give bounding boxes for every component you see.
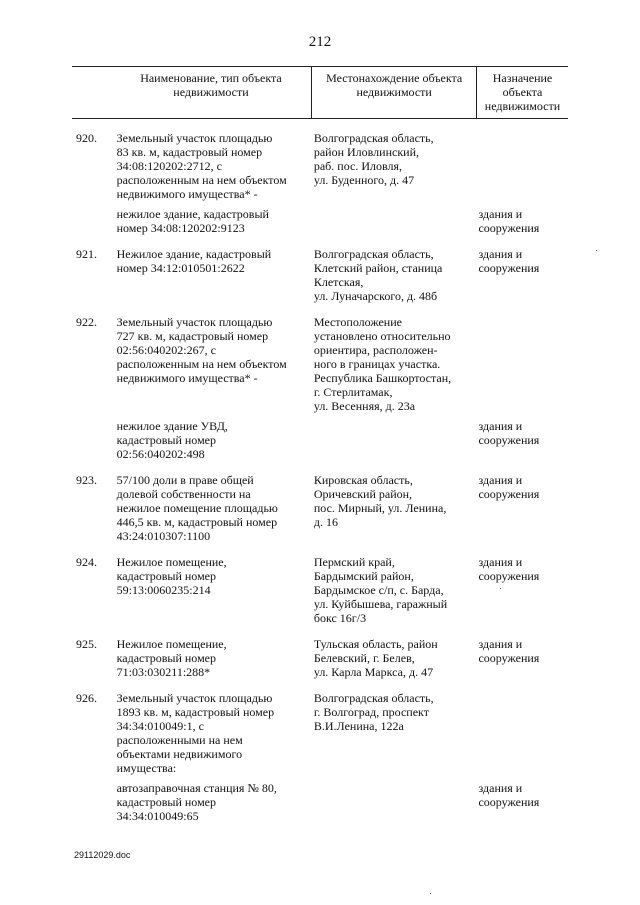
object-purpose-line: здания и (478, 207, 523, 221)
scan-speck (596, 250, 597, 251)
page-number: 212 (308, 34, 332, 50)
object-name-line: 59:13:0060235:214 (116, 583, 211, 597)
row-number: 920. (76, 131, 97, 145)
object-location-line: ул. Куйбышева, гаражный (313, 597, 448, 611)
header-line: недвижимости (173, 85, 249, 99)
scan-speck (500, 588, 501, 589)
object-location-line: установлено относительно (313, 329, 451, 343)
object-name-line: Нежилое помещение, (116, 637, 227, 651)
object-location-line: Волгоградская область, (313, 131, 434, 145)
object-name-cell (111, 201, 312, 235)
object-location-cell (312, 775, 477, 823)
row-number: 923. (76, 473, 97, 487)
object-name-line: расположенными на нем (116, 733, 243, 747)
table-row (72, 679, 568, 775)
object-name-line: Нежилое помещение, (116, 555, 227, 569)
object-location-line: Местоположение (313, 315, 402, 329)
object-name-line: 57/100 доли в праве общей (116, 473, 254, 487)
object-location-cell (312, 625, 477, 679)
object-location-line: Белевский, г. Белев, (313, 651, 415, 665)
object-name-line: нежилое здание, кадастровый (116, 207, 269, 221)
object-purpose-line: сооружения (478, 569, 540, 583)
row-number: 925. (76, 637, 97, 651)
object-purpose-line: здания и (478, 247, 523, 261)
object-name-line: Земельный участок площадью (116, 131, 273, 145)
header-name (111, 67, 312, 119)
file-name-footer: 29112029.doc (74, 850, 131, 860)
header-line: недвижимости (484, 99, 561, 113)
object-location-cell (312, 413, 477, 461)
object-name-cell (111, 303, 312, 413)
object-purpose-cell (476, 413, 568, 461)
object-name-line: 71:03:030211:288* (116, 665, 211, 679)
object-purpose-cell (476, 625, 568, 679)
row-number: 922. (76, 315, 97, 329)
object-location-line: г. Стерлитамак, (313, 385, 393, 399)
row-number (72, 201, 111, 235)
object-purpose-line: сооружения (478, 651, 540, 665)
object-name-line: 34:34:010049:65 (116, 809, 199, 823)
object-name-line: 34:08:120202:2712, с (116, 159, 222, 173)
object-name-line: 43:24:010307:1100 (116, 529, 211, 543)
object-name-line: 727 кв. м, кадастровый номер (116, 329, 269, 343)
object-location-line: Бардымское с/п, с. Барда, (313, 583, 444, 597)
object-purpose-cell (476, 303, 568, 413)
header-line: недвижимости (356, 85, 432, 99)
table-row (72, 625, 568, 679)
object-name-line: кадастровый номер (116, 433, 216, 447)
object-location-line: д. 16 (313, 515, 338, 529)
object-location-line: бокс 16г/3 (313, 611, 367, 625)
header-line: Назначение (492, 71, 553, 85)
object-location-line: Оричевский район, (313, 487, 413, 501)
object-name-line: 83 кв. м, кадастровый номер (116, 145, 263, 159)
scan-speck (430, 893, 431, 894)
table-sub-row (72, 775, 568, 823)
row-number (72, 775, 111, 823)
object-name-line: 02:56:040202:267, с (116, 343, 216, 357)
object-name-line: 1893 кв. м, кадастровый номер (116, 705, 275, 719)
object-purpose-cell (476, 679, 568, 775)
object-name-line: Нежилое здание, кадастровый (116, 247, 272, 261)
object-location-cell (312, 461, 477, 543)
object-location-cell (312, 303, 477, 413)
object-name-cell (111, 461, 312, 543)
object-location-line: ориентира, расположен- (313, 343, 438, 357)
row-number: 926. (76, 691, 97, 705)
object-purpose-cell (476, 775, 568, 823)
object-location-line: Волгоградская область, (313, 247, 434, 261)
object-location-line: раб. пос. Иловля, (313, 159, 402, 173)
object-name-line: кадастровый номер (116, 795, 216, 809)
header-line: объекта (502, 85, 543, 99)
object-location-line: Республика Башкортостан, (313, 371, 452, 385)
table-row (72, 543, 568, 625)
object-name-line: автозаправочная станция № 80, (116, 781, 277, 795)
table-header-row (72, 67, 568, 119)
object-purpose-line: здания и (478, 555, 523, 569)
object-location-line: В.И.Ленина, 122а (313, 719, 404, 733)
object-purpose-line: сооружения (478, 221, 540, 235)
object-purpose-line: здания и (478, 637, 523, 651)
object-purpose-line: здания и (478, 419, 523, 433)
object-location-cell (312, 679, 477, 775)
object-location-line: Клетская, (313, 275, 364, 289)
object-location-line: район Иловлинский, (313, 145, 420, 159)
property-table (72, 66, 568, 823)
object-purpose-line: сооружения (478, 433, 540, 447)
row-number: 924. (76, 555, 97, 569)
object-name-line: 34:34:010049:1, с (116, 719, 204, 733)
table-row (72, 461, 568, 543)
object-location-cell (312, 201, 477, 235)
object-name-line: имущества: (116, 761, 177, 775)
object-purpose-cell (476, 461, 568, 543)
object-name-cell (111, 625, 312, 679)
object-location-line: ул. Луначарского, д. 48б (313, 289, 438, 303)
row-number: 921. (76, 247, 97, 261)
object-name-line: Земельный участок площадью (116, 315, 273, 329)
object-purpose-cell (476, 543, 568, 625)
object-purpose-cell (476, 119, 568, 202)
object-purpose-cell (476, 201, 568, 235)
object-name-line: расположенным на нем объектом (116, 173, 287, 187)
object-name-line: нежилое здание УВД, (116, 419, 228, 433)
object-name-line: Земельный участок площадью (116, 691, 273, 705)
object-purpose-line: сооружения (478, 795, 540, 809)
object-name-line: нежилое помещение площадью (116, 501, 278, 515)
object-location-line: Кировская область, (313, 473, 413, 487)
object-name-cell (111, 775, 312, 823)
object-name-cell (111, 543, 312, 625)
object-location-line: ул. Карла Маркса, д. 47 (313, 665, 434, 679)
object-name-line: номер 34:08:120202:9123 (116, 221, 245, 235)
table-row (72, 303, 568, 413)
object-location-line: Волгоградская область, (313, 691, 434, 705)
object-location-cell (312, 235, 477, 303)
table-sub-row (72, 413, 568, 461)
object-location-cell (312, 543, 477, 625)
object-name-line: 02:56:040202:498 (116, 447, 205, 461)
table-row (72, 235, 568, 303)
object-name-line: объектами недвижимого (116, 747, 243, 761)
object-name-line: номер 34:12:010501:2622 (116, 261, 245, 275)
object-name-cell (111, 679, 312, 775)
object-location-line: г. Волгоград, проспект (313, 705, 429, 719)
row-number (72, 413, 111, 461)
object-location-line: Клетский район, станица (313, 261, 443, 275)
object-location-line: ул. Буденного, д. 47 (313, 173, 415, 187)
object-name-line: расположенным на нем объектом (116, 357, 287, 371)
object-location-line: Бардымский район, (313, 569, 414, 583)
object-purpose-line: здания и (478, 781, 523, 795)
object-purpose-line: здания и (478, 473, 523, 487)
object-name-line: кадастровый номер (116, 569, 216, 583)
object-location-line: пос. Мирный, ул. Ленина, (313, 501, 447, 515)
header-line: Наименование, тип объекта (140, 71, 282, 85)
object-purpose-line: сооружения (478, 261, 540, 275)
object-location-line: ного в границах участка. (313, 357, 441, 371)
object-name-cell (111, 119, 312, 202)
object-location-cell (312, 119, 477, 202)
object-name-cell (111, 235, 312, 303)
table-row (72, 119, 568, 202)
header-line: Местонахождение объекта (326, 71, 463, 85)
object-location-line: ул. Весенняя, д. 23а (313, 399, 416, 413)
object-location-line: Пермский край, (313, 555, 395, 569)
object-location-line: Тульская область, район (313, 637, 438, 651)
object-name-line: недвижимого имущества* - (116, 371, 258, 385)
header-location (312, 67, 477, 119)
header-number (72, 67, 111, 119)
object-name-cell (111, 413, 312, 461)
table-sub-row (72, 201, 568, 235)
object-name-line: долевой собственности на (116, 487, 251, 501)
object-purpose-line: сооружения (478, 487, 540, 501)
object-name-line: кадастровый номер (116, 651, 216, 665)
header-purpose (476, 67, 568, 119)
object-purpose-cell (476, 235, 568, 303)
object-name-line: недвижимого имущества* - (116, 187, 258, 201)
object-name-line: 446,5 кв. м, кадастровый номер (116, 515, 278, 529)
